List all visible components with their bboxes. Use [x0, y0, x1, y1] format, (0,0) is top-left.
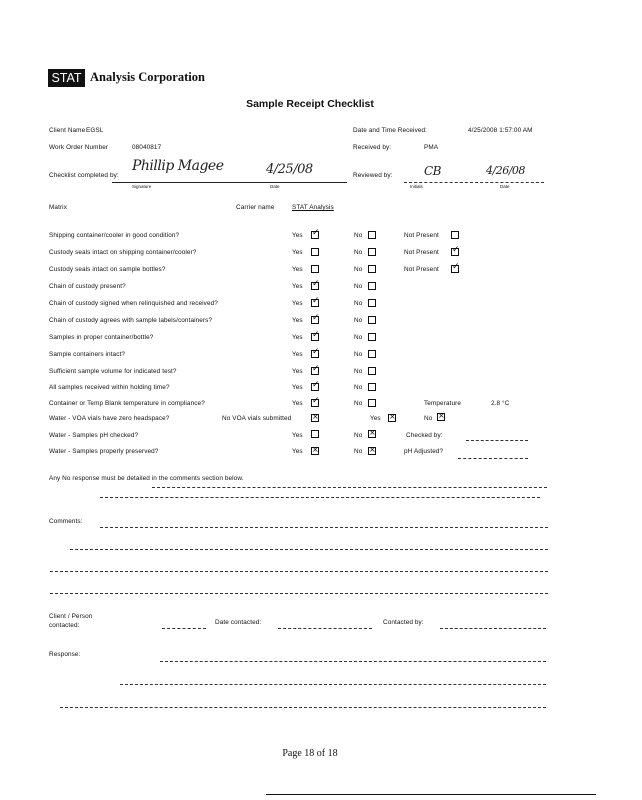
- question-text: Chain of custody signed when relinquished and received?: [49, 300, 218, 307]
- no-label: No: [354, 432, 363, 439]
- not-present-label: Not Present: [404, 249, 439, 256]
- not-present-checkbox[interactable]: [451, 231, 459, 239]
- no-checkbox[interactable]: [368, 299, 376, 307]
- question-text: Sample containers intact?: [49, 351, 126, 358]
- question-text: All samples received within holding time?: [49, 384, 170, 391]
- yes-checkbox[interactable]: [311, 231, 319, 239]
- yes-checkbox[interactable]: [311, 430, 319, 438]
- not-present-checkbox[interactable]: [451, 265, 459, 273]
- comments-line[interactable]: [70, 549, 548, 550]
- no-checkbox[interactable]: [368, 447, 376, 455]
- yes-checkbox[interactable]: [311, 447, 319, 455]
- question-text: Water - Samples properly preserved?: [49, 448, 159, 455]
- question-text: Shipping container/cooler in good condition?: [49, 232, 180, 239]
- no-label: No: [354, 249, 363, 256]
- question-text: Custody seals intact on shipping container/cooler?: [49, 249, 197, 256]
- yes-label: Yes: [292, 432, 303, 439]
- received-by-label: Received by:: [353, 144, 392, 151]
- company-name: Analysis Corporation: [90, 70, 205, 84]
- yes-checkbox[interactable]: [311, 316, 319, 324]
- yes-checkbox[interactable]: [311, 333, 319, 341]
- response-line[interactable]: [120, 684, 546, 685]
- yes-label: Yes: [292, 232, 303, 239]
- client-contacted-label: Client / Person: [49, 613, 93, 620]
- client-contacted-label-2: contacted:: [49, 622, 80, 629]
- checked-by-line[interactable]: [466, 440, 528, 441]
- checklist-signature: Phillip Magee: [132, 158, 224, 174]
- yes-label: Yes: [292, 351, 303, 358]
- voa-note: No VOA vials submitted: [222, 415, 292, 422]
- no-label: No: [354, 368, 363, 375]
- contacted-by-line[interactable]: [440, 628, 546, 629]
- yes-label: Yes: [292, 384, 303, 391]
- yes-label: Yes: [292, 400, 303, 407]
- no-label: No: [354, 351, 363, 358]
- client-name-label: Client Name: [49, 127, 86, 134]
- date-received-value: 4/25/2008 1:57:00 AM: [468, 127, 533, 134]
- no-label: No: [354, 384, 363, 391]
- no-label: No: [354, 300, 363, 307]
- yes-checkbox[interactable]: [311, 367, 319, 375]
- yes-label: Yes: [292, 266, 303, 273]
- initials-caption: Initials: [410, 184, 423, 189]
- date-received-label: Date and Time Received:: [353, 127, 428, 134]
- yes-label: Yes: [292, 448, 303, 455]
- not-present-label: Not Present: [404, 266, 439, 273]
- contacted-by-label: Contacted by:: [383, 619, 424, 626]
- comments-line[interactable]: [50, 593, 548, 594]
- no-checkbox[interactable]: [368, 316, 376, 324]
- no-label: No: [354, 448, 363, 455]
- comments-line[interactable]: [100, 527, 548, 528]
- ph-adjusted-line[interactable]: [458, 458, 528, 459]
- work-order-value: 08040817: [132, 144, 162, 151]
- date-caption-2: Date: [500, 184, 510, 189]
- page-number: Page 18 of 18: [282, 748, 338, 759]
- reviewed-by-label: Reviewed by:: [353, 172, 393, 179]
- yes-checkbox[interactable]: [311, 399, 319, 407]
- checked-by-label: Checked by:: [406, 432, 443, 439]
- no-checkbox[interactable]: [437, 413, 445, 421]
- no-label: No: [354, 283, 363, 290]
- no-checkbox[interactable]: [368, 367, 376, 375]
- no-checkbox[interactable]: [368, 282, 376, 290]
- yes-checkbox[interactable]: [311, 248, 319, 256]
- no-checkbox[interactable]: [368, 350, 376, 358]
- yes-label: Yes: [292, 283, 303, 290]
- detail-note: Any No response must be detailed in the comments section below.: [49, 475, 244, 482]
- question-text: Chain of custody present?: [49, 283, 126, 290]
- checklist-signature-date: 4/25/08: [266, 162, 313, 177]
- yes-label: Yes: [370, 415, 381, 422]
- date-contacted-label: Date contacted:: [215, 619, 262, 626]
- checklist-completed-label: Checklist completed by:: [49, 172, 119, 179]
- date-caption: Date: [270, 184, 280, 189]
- yes-label: Yes: [292, 249, 303, 256]
- no-checkbox[interactable]: [368, 231, 376, 239]
- ph-adjusted-label: pH Adjusted?: [404, 448, 444, 455]
- yes-checkbox[interactable]: [311, 265, 319, 273]
- client-name-value: EGSL: [86, 127, 104, 134]
- reviewed-date: 4/26/08: [486, 164, 525, 177]
- date-contacted-line[interactable]: [278, 628, 372, 629]
- note-line: [152, 487, 547, 488]
- no-checkbox[interactable]: [368, 265, 376, 273]
- question-text: Chain of custody agrees with sample labels/containers?: [49, 317, 213, 324]
- question-text: Sufficient sample volume for indicated test?: [49, 368, 177, 375]
- not-present-checkbox[interactable]: [451, 248, 459, 256]
- matrix-label: Matrix: [49, 204, 67, 211]
- carrier-label: Carrier name: [236, 204, 275, 211]
- bottom-rule: [266, 794, 596, 795]
- yes-checkbox[interactable]: [311, 383, 319, 391]
- no-label: No: [424, 415, 433, 422]
- no-label: No: [354, 232, 363, 239]
- reviewed-initials: CB: [424, 164, 441, 178]
- no-label: No: [354, 317, 363, 324]
- response-label: Response:: [49, 651, 81, 658]
- company-logo-mark: STAT: [48, 69, 85, 87]
- signature-caption: Signature: [132, 184, 152, 189]
- yes-checkbox[interactable]: [388, 414, 396, 422]
- response-line[interactable]: [60, 707, 546, 708]
- no-checkbox[interactable]: [368, 383, 376, 391]
- reviewed-line: [404, 182, 544, 183]
- no-voa-checkbox[interactable]: [311, 414, 319, 422]
- yes-label: Yes: [292, 368, 303, 375]
- no-checkbox[interactable]: [368, 399, 376, 407]
- note-line-2: [100, 497, 540, 498]
- no-label: No: [354, 334, 363, 341]
- no-checkbox[interactable]: [368, 430, 376, 438]
- yes-checkbox[interactable]: [311, 299, 319, 307]
- signature-line: [112, 182, 347, 183]
- yes-checkbox[interactable]: [311, 282, 319, 290]
- received-by-value: PMA: [424, 144, 439, 151]
- not-present-label: Not Present: [404, 232, 439, 239]
- temperature-value: 2.8 °C: [491, 400, 510, 407]
- comments-label: Comments:: [49, 518, 83, 525]
- yes-label: Yes: [292, 334, 303, 341]
- yes-label: Yes: [292, 300, 303, 307]
- question-text: Water - VOA vials have zero headspace?: [49, 415, 170, 422]
- no-label: No: [354, 400, 363, 407]
- client-contacted-line[interactable]: [162, 628, 206, 629]
- page-title: Sample Receipt Checklist: [246, 98, 374, 110]
- carrier-value: STAT Analysis: [292, 204, 334, 211]
- no-checkbox[interactable]: [368, 248, 376, 256]
- question-text: Custody seals intact on sample bottles?: [49, 266, 166, 273]
- question-text: Samples in proper container/bottle?: [49, 334, 154, 341]
- work-order-label: Work Order Number: [49, 144, 109, 151]
- question-text: Water - Samples pH checked?: [49, 432, 139, 439]
- question-text: Container or Temp Blank temperature in compliance?: [49, 400, 205, 407]
- comments-line[interactable]: [50, 571, 548, 572]
- temperature-label: Temperature: [424, 400, 461, 407]
- response-line[interactable]: [160, 661, 546, 662]
- no-label: No: [354, 266, 363, 273]
- yes-label: Yes: [292, 317, 303, 324]
- yes-checkbox[interactable]: [311, 350, 319, 358]
- no-checkbox[interactable]: [368, 333, 376, 341]
